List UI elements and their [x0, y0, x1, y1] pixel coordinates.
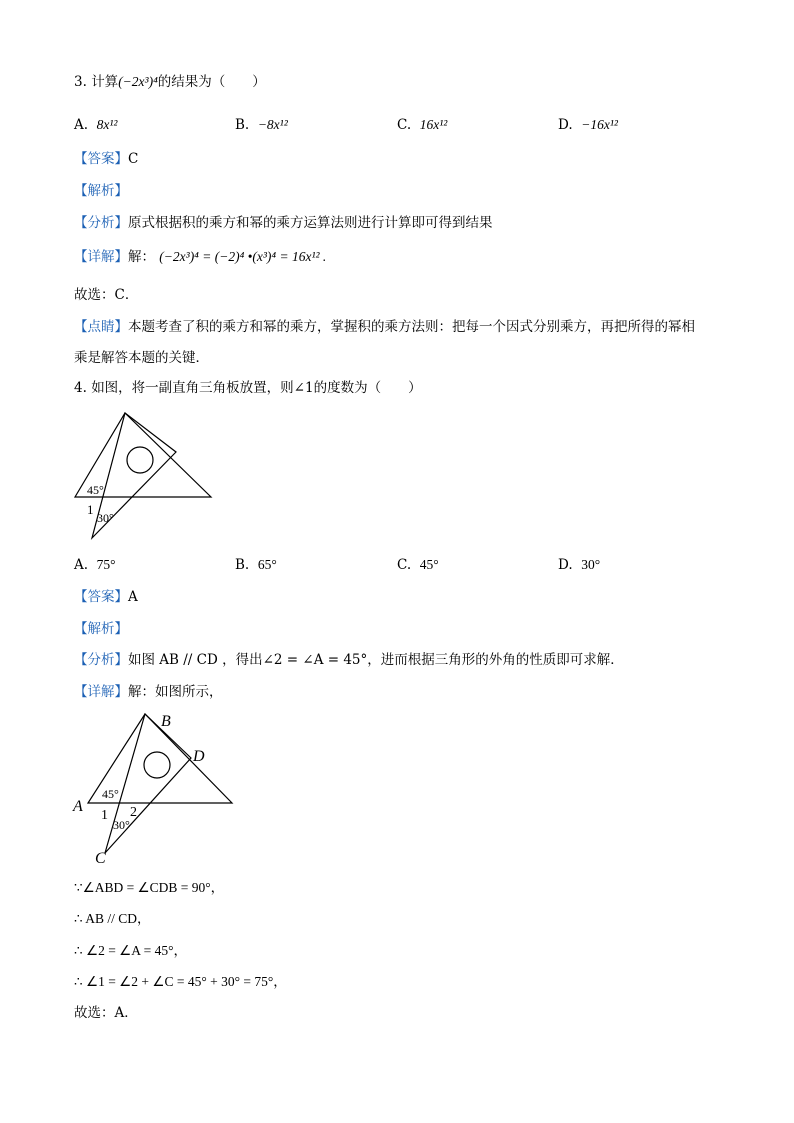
q4-xiangjie: [74, 682, 223, 702]
dianjing-line-2: 乘是解答本题的关键．: [74, 350, 209, 366]
step-text: ∵∠ABD = ∠CDB = 90°，: [74, 880, 225, 895]
q3-stem: [74, 72, 266, 92]
q3-number: 3.: [74, 74, 87, 90]
q3-answer: [74, 149, 138, 169]
angle-45-label: 45°: [87, 483, 104, 497]
option-letter: B.: [235, 117, 250, 133]
q3-conclusion: [74, 285, 138, 305]
option-text: 16x¹²: [419, 117, 448, 132]
q4-step-3: [74, 941, 187, 961]
option-text: 8x¹²: [96, 117, 118, 132]
option-letter: B.: [235, 557, 250, 573]
q4-number: 4.: [74, 380, 87, 396]
step-text: ∴ ∠1 = ∠2 + ∠C = 45° + 30° = 75°，: [74, 974, 287, 989]
angle-2-label: 2: [130, 805, 137, 820]
q3-option-b: [235, 115, 288, 135]
q3-dianjing: [74, 317, 695, 337]
q3-option-c: [397, 115, 447, 135]
q4-option-c: [397, 555, 439, 575]
point-c-label: C: [95, 850, 106, 867]
q4-option-a: [74, 555, 116, 575]
point-d-label: D: [193, 748, 205, 765]
answer-tag: 【答案】: [74, 151, 128, 167]
angle-1-label: 1: [101, 808, 108, 823]
q3-option-a: [74, 115, 117, 135]
q3-analysis-heading: [74, 181, 128, 201]
answer-tag: 【答案】: [74, 589, 128, 605]
set-square-30: [105, 714, 191, 853]
conclusion-text: 故选：A．: [74, 1005, 138, 1021]
q4-figure-2: [68, 708, 243, 868]
answer-value: A: [128, 589, 138, 605]
xiangjie-tag: 【详解】: [74, 249, 128, 265]
analysis-tag: 【解析】: [74, 183, 128, 199]
q3-option-d: [558, 115, 618, 135]
option-letter: C.: [397, 117, 412, 133]
analysis-tag: 【解析】: [74, 621, 128, 637]
q4-conclusion: [74, 1003, 138, 1023]
xiangjie-text: 解：如图所示，: [128, 684, 223, 700]
option-text: 65°: [257, 557, 277, 572]
q3-stem-suffix: 的结果为（ ）: [157, 74, 266, 90]
fenxi-tag: 【分析】: [74, 652, 128, 668]
point-a-label: A: [73, 798, 83, 815]
angle-30-label: 30°: [113, 818, 130, 832]
q4-stem-text: 如图，将一副直角三角板放置，则∠1的度数为（ ）: [91, 380, 422, 396]
fenxi-text: 原式根据积的乘方和幂的乘方运算法则进行计算即可得到结果: [128, 215, 493, 231]
q4-option-d: [558, 555, 600, 575]
option-text: 75°: [96, 557, 116, 572]
option-letter: D.: [558, 557, 573, 573]
q4-answer: [74, 587, 138, 607]
option-text: 30°: [581, 557, 601, 572]
angle-1-label: 1: [87, 502, 94, 517]
option-letter: A.: [74, 557, 89, 573]
dianjing-tag: 【点睛】: [74, 319, 128, 335]
option-letter: D.: [558, 117, 573, 133]
option-text: −8x¹²: [257, 117, 288, 132]
q4-analysis-heading: [74, 619, 128, 639]
q3-xiangjie: [74, 247, 326, 267]
xiangjie-tag: 【详解】: [74, 684, 128, 700]
point-b-label: B: [161, 713, 171, 730]
q4-fenxi: [74, 650, 624, 670]
option-letter: C.: [397, 557, 412, 573]
q3-stem-prefix: 计算: [91, 74, 119, 90]
q4-step-1: [74, 878, 224, 898]
q3-dianjing-cont: [74, 348, 209, 368]
q4-step-2: [74, 909, 150, 929]
q4-option-b: [235, 555, 277, 575]
angle-30-label: 30°: [97, 511, 114, 525]
q4-stem: [74, 378, 422, 398]
xiangjie-expression: (−2x³)⁴ = (−2)⁴ •(x³)⁴ = 16x¹² .: [159, 249, 327, 264]
conclusion-text: 故选：C．: [74, 287, 139, 303]
set-square-hole: [144, 752, 170, 778]
answer-value: C: [128, 151, 139, 167]
option-text: −16x¹²: [581, 117, 618, 132]
q4-step-4: [74, 972, 287, 992]
set-square-hole: [127, 447, 153, 473]
fenxi-tag: 【分析】: [74, 215, 128, 231]
q3-expression: (−2x³)⁴: [118, 74, 158, 89]
option-letter: A.: [74, 117, 89, 133]
dianjing-line-1: 本题考查了积的乘方和幂的乘方，掌握积的乘方法则：把每一个因式分别乘方，再把所得的幂相: [128, 319, 695, 335]
q4-figure-1: [68, 408, 218, 548]
xiangjie-prefix: 解：: [128, 249, 155, 265]
step-text: ∴ ∠2 = ∠A = 45°，: [74, 943, 188, 958]
q3-fenxi: [74, 213, 493, 233]
option-text: 45°: [419, 557, 439, 572]
angle-45-label: 45°: [102, 787, 119, 801]
step-text: ∴ AB // CD，: [74, 911, 151, 926]
fenxi-text: 如图 AB // CD ，得出∠2 = ∠A = 45°，进而根据三角形的外角的性质即可求解．: [128, 652, 624, 668]
